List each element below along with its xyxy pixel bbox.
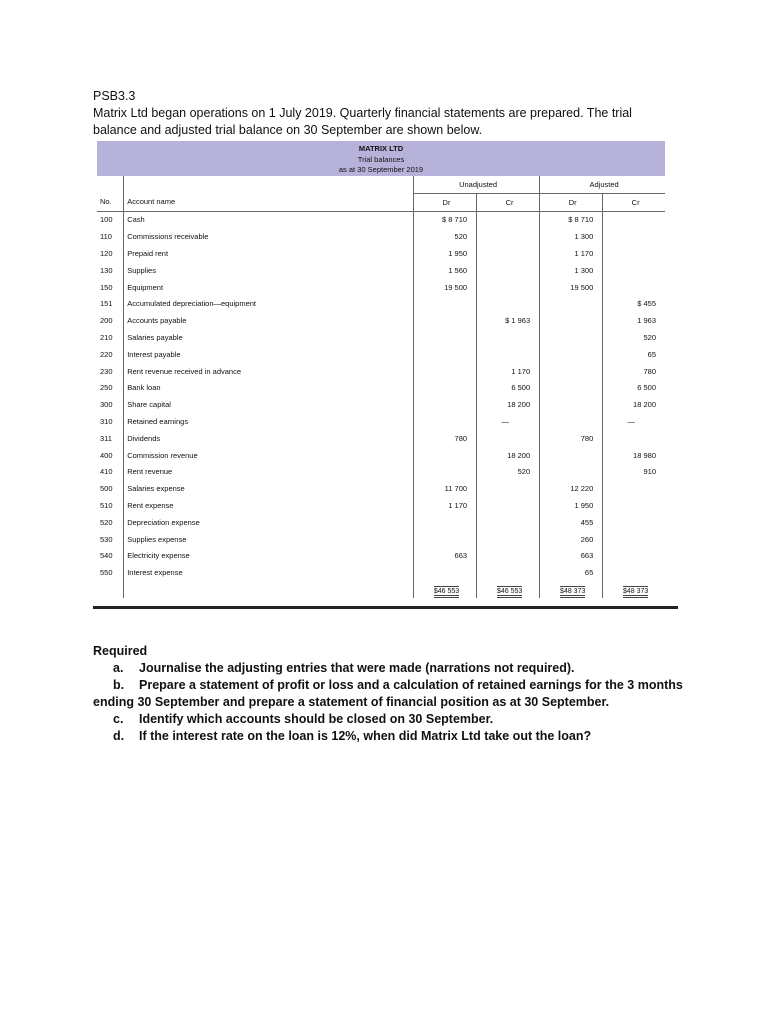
column-header-no: No. bbox=[97, 193, 124, 211]
adjusted-cr-value bbox=[603, 480, 665, 497]
adjusted-dr-value bbox=[540, 329, 603, 346]
adjusted-cr-value: — bbox=[627, 417, 635, 427]
account-name: Cash bbox=[124, 211, 414, 228]
adjusted-dr-value bbox=[540, 464, 603, 481]
adjusted-dr-value: 12 220 bbox=[540, 480, 603, 497]
unadjusted-cr-value bbox=[477, 548, 540, 565]
required-item bbox=[93, 660, 683, 677]
account-number: 510 bbox=[97, 497, 124, 514]
unadjusted-dr-value: 780 bbox=[413, 430, 476, 447]
required-item bbox=[93, 728, 683, 745]
table-row bbox=[97, 296, 665, 313]
table-title: Trial balances bbox=[357, 154, 405, 164]
problem-intro: Matrix Ltd began operations on 1 July 2019. Quarterly financial statements are prepared. The trial balance and adjusted trial balance on 30 September are shown below. bbox=[93, 106, 632, 137]
account-name: Rent revenue received in advance bbox=[124, 363, 414, 380]
adjusted-cr-value: 520 bbox=[643, 333, 656, 343]
account-name: Bank loan bbox=[124, 380, 414, 397]
unadjusted-cr-value: 18 200 bbox=[477, 447, 540, 464]
unadjusted-cr-value bbox=[477, 262, 540, 279]
adjusted-dr-value: 19 500 bbox=[540, 279, 603, 296]
adjusted-cr-value bbox=[603, 245, 665, 262]
unadjusted-dr-value: 1 950 bbox=[413, 245, 476, 262]
company-name: MATRIX LTD bbox=[358, 144, 404, 153]
adjusted-cr-value: 780 bbox=[643, 366, 656, 376]
unadjusted-dr-value bbox=[413, 329, 476, 346]
account-number: 540 bbox=[97, 548, 124, 565]
adjusted-cr-value: 6 500 bbox=[637, 383, 656, 393]
adjusted-dr-value bbox=[540, 296, 603, 313]
adjusted-dr-value: 1 300 bbox=[540, 262, 603, 279]
account-name: Retained earnings bbox=[124, 413, 414, 430]
unadjusted-cr-value bbox=[477, 228, 540, 245]
account-number: 310 bbox=[97, 413, 124, 430]
account-number: 550 bbox=[97, 564, 124, 581]
required-item bbox=[93, 711, 683, 728]
required-item-label: b. bbox=[113, 678, 125, 692]
account-name: Rent expense bbox=[124, 497, 414, 514]
adjusted-cr-value bbox=[603, 497, 665, 514]
adjusted-dr-value: 1 170 bbox=[540, 245, 603, 262]
total-cell bbox=[413, 581, 476, 598]
account-name: Dividends bbox=[124, 430, 414, 447]
unadjusted-cr-value bbox=[477, 296, 540, 313]
trial-balance-table bbox=[93, 141, 678, 598]
account-number: 250 bbox=[97, 380, 124, 397]
total-cell bbox=[477, 581, 540, 598]
unadjusted-cr-value: 520 bbox=[477, 464, 540, 481]
table-row bbox=[97, 312, 665, 329]
table-row bbox=[97, 228, 665, 245]
account-number: 151 bbox=[97, 296, 124, 313]
total-cell bbox=[540, 581, 603, 598]
account-number: 150 bbox=[97, 279, 124, 296]
adjusted-dr-value bbox=[540, 363, 603, 380]
adjusted-cr-value: $ 455 bbox=[637, 299, 656, 309]
table-row bbox=[97, 380, 665, 397]
account-name: Accounts payable bbox=[124, 312, 414, 329]
unadjusted-dr-value bbox=[413, 447, 476, 464]
column-header-unadj-cr: Cr bbox=[477, 193, 540, 211]
unadjusted-dr-value bbox=[413, 346, 476, 363]
table-row bbox=[97, 564, 665, 581]
table-row bbox=[97, 346, 665, 363]
account-number: 300 bbox=[97, 396, 124, 413]
table-row bbox=[97, 413, 665, 430]
adjusted-dr-value: 260 bbox=[540, 531, 603, 548]
unadjusted-dr-value: 663 bbox=[413, 548, 476, 565]
required-item bbox=[93, 677, 683, 711]
unadjusted-cr-value bbox=[477, 329, 540, 346]
account-number: 410 bbox=[97, 464, 124, 481]
unadjusted-cr-value: 1 170 bbox=[477, 363, 540, 380]
trial-balance-grid bbox=[97, 176, 665, 598]
account-name: Commissions receivable bbox=[124, 228, 414, 245]
total-adr-value: $48 373 bbox=[560, 586, 585, 598]
unadjusted-dr-value bbox=[413, 464, 476, 481]
required-list bbox=[93, 660, 683, 745]
account-number: 110 bbox=[97, 228, 124, 245]
adjusted-cr-value: 18 980 bbox=[633, 450, 656, 460]
unadjusted-dr-value: 1 170 bbox=[413, 497, 476, 514]
problem-heading bbox=[93, 88, 673, 139]
account-number: 400 bbox=[97, 447, 124, 464]
adjusted-dr-value: 780 bbox=[540, 430, 603, 447]
column-header-adj-dr: Dr bbox=[540, 193, 603, 211]
adjusted-dr-value bbox=[540, 396, 603, 413]
required-item-label: c. bbox=[113, 712, 124, 726]
required-item-text: Prepare a statement of profit or loss and a calculation of retained earnings for the 3 months ending 30 September and prepare a statement of financial position as at 30 September. bbox=[93, 678, 683, 709]
adjusted-dr-value: 663 bbox=[540, 548, 603, 565]
account-name: Interest expense bbox=[124, 564, 414, 581]
adjusted-dr-value bbox=[540, 312, 603, 329]
adjusted-dr-value: 1 950 bbox=[540, 497, 603, 514]
unadjusted-dr-value: 11 700 bbox=[413, 480, 476, 497]
adjusted-cr-value bbox=[603, 211, 665, 228]
table-row bbox=[97, 430, 665, 447]
account-number: 210 bbox=[97, 329, 124, 346]
unadjusted-cr-value bbox=[477, 245, 540, 262]
account-number: 100 bbox=[97, 211, 124, 228]
unadjusted-cr-value: 18 200 bbox=[477, 396, 540, 413]
account-name: Share capital bbox=[124, 396, 414, 413]
required-item-label: a. bbox=[113, 661, 124, 675]
unadjusted-dr-value bbox=[413, 296, 476, 313]
unadjusted-cr-value bbox=[477, 430, 540, 447]
table-row bbox=[97, 548, 665, 565]
table-title-band bbox=[97, 141, 665, 176]
adjusted-cr-value: 18 200 bbox=[633, 400, 656, 410]
unadjusted-cr-value: 6 500 bbox=[477, 380, 540, 397]
required-item-label: d. bbox=[113, 729, 125, 743]
table-row bbox=[97, 329, 665, 346]
table-bottom-rule bbox=[93, 606, 678, 609]
adjusted-dr-value: $ 8 710 bbox=[540, 211, 603, 228]
adjusted-cr-value bbox=[603, 279, 665, 296]
account-name: Prepaid rent bbox=[124, 245, 414, 262]
unadjusted-cr-value bbox=[477, 564, 540, 581]
account-number: 530 bbox=[97, 531, 124, 548]
table-row bbox=[97, 464, 665, 481]
account-name: Equipment bbox=[124, 279, 414, 296]
table-row bbox=[97, 497, 665, 514]
adjusted-dr-value bbox=[540, 447, 603, 464]
unadjusted-group-label: Unadjusted bbox=[413, 176, 539, 193]
column-header-row bbox=[97, 193, 665, 211]
unadjusted-dr-value: $ 8 710 bbox=[413, 211, 476, 228]
account-number: 230 bbox=[97, 363, 124, 380]
table-row bbox=[97, 396, 665, 413]
unadjusted-cr-value bbox=[477, 514, 540, 531]
unadjusted-cr-value bbox=[477, 211, 540, 228]
adjusted-dr-value bbox=[540, 346, 603, 363]
adjusted-cr-value bbox=[603, 228, 665, 245]
unadjusted-cr-value bbox=[477, 497, 540, 514]
adjusted-cr-value: 910 bbox=[643, 467, 656, 477]
unadjusted-cr-value: $ 1 963 bbox=[477, 312, 540, 329]
table-row bbox=[97, 447, 665, 464]
unadjusted-cr-value bbox=[477, 279, 540, 296]
total-udr-value: $46 553 bbox=[434, 586, 459, 598]
table-row bbox=[97, 279, 665, 296]
required-item-text: If the interest rate on the loan is 12%, when did Matrix Ltd take out the loan? bbox=[139, 729, 592, 743]
unadjusted-cr-value bbox=[477, 531, 540, 548]
adjusted-dr-value bbox=[540, 413, 603, 430]
total-cell bbox=[603, 581, 665, 598]
table-row bbox=[97, 262, 665, 279]
account-name: Salaries payable bbox=[124, 329, 414, 346]
account-name: Salaries expense bbox=[124, 480, 414, 497]
adjusted-cr-value bbox=[603, 514, 665, 531]
unadjusted-dr-value bbox=[413, 413, 476, 430]
column-header-unadj-dr: Dr bbox=[413, 193, 476, 211]
account-number: 130 bbox=[97, 262, 124, 279]
adjusted-cr-value: 1 963 bbox=[637, 316, 656, 326]
table-row bbox=[97, 480, 665, 497]
problem-code: PSB3.3 bbox=[93, 89, 136, 103]
unadjusted-dr-value: 520 bbox=[413, 228, 476, 245]
required-section bbox=[93, 643, 683, 745]
adjusted-dr-value: 1 300 bbox=[540, 228, 603, 245]
unadjusted-dr-value bbox=[413, 531, 476, 548]
unadjusted-dr-value bbox=[413, 380, 476, 397]
totals-row bbox=[97, 581, 665, 598]
account-name: Rent revenue bbox=[124, 464, 414, 481]
adjusted-cr-value: 65 bbox=[647, 349, 656, 359]
column-header-name: Account name bbox=[124, 193, 414, 211]
unadjusted-dr-value bbox=[413, 312, 476, 329]
unadjusted-dr-value: 19 500 bbox=[413, 279, 476, 296]
unadjusted-dr-value bbox=[413, 514, 476, 531]
account-name: Accumulated depreciation—equipment bbox=[124, 296, 414, 313]
adjusted-dr-value: 455 bbox=[540, 514, 603, 531]
table-row bbox=[97, 531, 665, 548]
account-number: 311 bbox=[97, 430, 124, 447]
account-number: 120 bbox=[97, 245, 124, 262]
adjusted-cr-value bbox=[603, 430, 665, 447]
account-name: Electricity expense bbox=[124, 548, 414, 565]
account-number: 200 bbox=[97, 312, 124, 329]
required-title: Required bbox=[93, 644, 148, 658]
account-name: Supplies expense bbox=[124, 531, 414, 548]
account-number: 500 bbox=[97, 480, 124, 497]
table-row bbox=[97, 514, 665, 531]
unadjusted-dr-value bbox=[413, 396, 476, 413]
adjusted-cr-value bbox=[603, 548, 665, 565]
account-number: 220 bbox=[97, 346, 124, 363]
adjusted-cr-value bbox=[603, 531, 665, 548]
unadjusted-dr-value bbox=[413, 363, 476, 380]
table-row bbox=[97, 245, 665, 262]
unadjusted-dr-value bbox=[413, 564, 476, 581]
group-header-row bbox=[97, 176, 665, 193]
unadjusted-cr-value bbox=[477, 346, 540, 363]
adjusted-dr-value: 65 bbox=[540, 564, 603, 581]
table-row bbox=[97, 363, 665, 380]
adjusted-dr-value bbox=[540, 380, 603, 397]
required-item-text: Identify which accounts should be closed on 30 September. bbox=[139, 712, 494, 726]
unadjusted-dr-value: 1 560 bbox=[413, 262, 476, 279]
adjusted-cr-value bbox=[603, 262, 665, 279]
table-date: as at 30 September 2019 bbox=[338, 165, 424, 174]
total-acr-value: $48 373 bbox=[623, 586, 648, 598]
account-name: Supplies bbox=[124, 262, 414, 279]
adjusted-group-label: Adjusted bbox=[540, 176, 665, 193]
account-name: Commission revenue bbox=[124, 447, 414, 464]
table-row bbox=[97, 211, 665, 228]
adjusted-cr-value bbox=[603, 564, 665, 581]
column-header-adj-cr: Cr bbox=[603, 193, 665, 211]
account-name: Interest payable bbox=[124, 346, 414, 363]
unadjusted-cr-value bbox=[477, 480, 540, 497]
account-name: Depreciation expense bbox=[124, 514, 414, 531]
account-number: 520 bbox=[97, 514, 124, 531]
required-item-text: Journalise the adjusting entries that were made (narrations not required). bbox=[139, 661, 575, 675]
unadjusted-cr-value: — bbox=[477, 413, 540, 430]
total-ucr-value: $46 553 bbox=[497, 586, 522, 598]
